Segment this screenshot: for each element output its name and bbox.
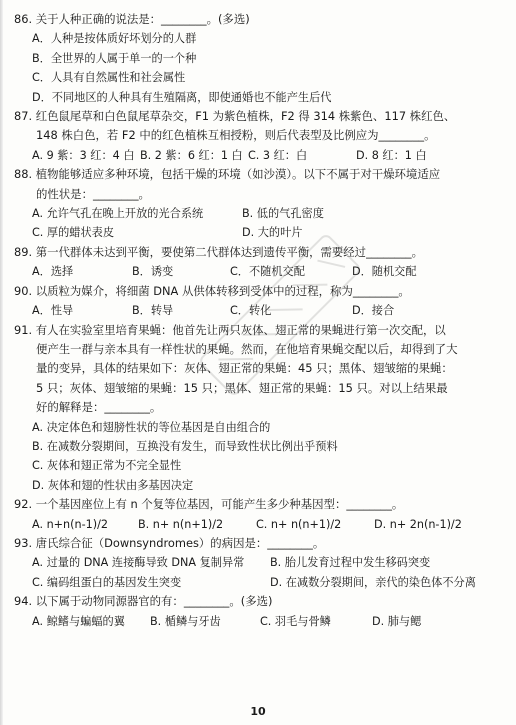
question-92 [14,495,502,534]
question-87 [14,107,502,165]
question-stem-continued: 5 只；灰体、翅皱缩的果蝇：15 只；黑体、翅正常的果蝇：15 只。对以上结果最 [36,380,448,395]
question-93 [14,534,502,592]
page-edge-shadow [0,0,3,725]
option-d: D. 在减数分裂期间，亲代的染色体不分离 [270,575,476,589]
question-stem: 94. 以下属于动物同源器官的有：________。(多选) [14,594,273,609]
options-row [14,573,502,592]
options-row [14,204,502,223]
option-d: D. 灰体和翅的性状由多基因决定 [32,478,194,492]
option-c: C. 厚的蜡状表皮 [32,226,115,240]
option-b: B．诱变 [132,265,174,279]
options-row [14,223,502,242]
option-c: C．人具有自然属性和社会属性 [32,71,186,85]
option-d: D. 肺与鳃 [372,614,422,628]
question-stem: 90. 以质粒为媒介，将细菌 DNA 从供体转移到受体中的过程，称为________。 [14,283,410,298]
question-stem-continued: 好的解释是：________。 [36,400,162,415]
option-d: D. 大的叶片 [242,226,303,240]
option-b: B. 在减数分裂期间，互换没有发生，而导致性状比例出乎预料 [32,439,338,453]
option-a: A. 9 紫：3 红：4 白 [32,148,135,162]
option-a: A. 过量的 DNA 连接酶导致 DNA 复制异常 [32,556,245,570]
options-row [14,262,502,281]
option-c: C．转化 [230,304,272,318]
option-c: C. 3 红：白 [248,148,308,162]
options-row [14,515,502,534]
option-d: D. 8 红：1 白 [356,148,427,162]
question-stem-continued: 量的变异，具体的结果如下：灰体、翅正常的果蝇：45 只；黑体、翅皱缩的果蝇： [36,361,453,376]
option-a: A. n+n(n-1)/2 [32,517,108,531]
option-b: B．转导 [132,304,174,318]
option-d: D. n+ 2n(n-1)/2 [374,517,462,531]
option-a: A. 鲸鳍与蝙蝠的翼 [32,614,125,628]
options-row [14,612,502,631]
option-c: C. 编码组蛋白的基因发生突变 [32,575,182,589]
options-row [14,146,502,165]
option-c: C. 灰体和翅正常为不完全显性 [32,459,182,473]
question-stem-continued: 便产生一群与亲本具有一样性状的果蝇。然而，在他培育果蝇交配以后，却得到了大 [36,341,458,356]
option-d: D．接合 [352,304,395,318]
option-b: B．全世界的人属于单一的一个种 [32,51,197,65]
option-b: B. 胎儿发育过程中发生移码突变 [270,556,431,570]
options-row [14,301,502,320]
option-d: D．随机交配 [352,265,417,279]
option-a: A．性导 [32,304,74,318]
question-89 [14,243,502,282]
question-88 [14,165,502,243]
question-stem: 92. 一个基因座位上有 n 个复等位基因，可能产生多少种基因型：________。 [14,497,404,512]
question-stem: 87. 红色鼠尾草和白色鼠尾草杂交，F1 为紫色植株，F2 得 314 株紫色、117 株红色、 [14,109,456,124]
question-stem-continued: 的性状是：________。 [36,186,150,201]
option-a: A. 允许气孔在晚上开放的光合系统 [32,207,204,221]
option-b: B. 低的气孔密度 [242,207,324,221]
option-b: B. n+ n(n+1)/2 [138,517,224,531]
option-a: A. 决定体色和翅膀性状的等位基因是自由组合的 [32,420,271,434]
question-stem: 86. 关于人种正确的说法是：________。(多选) [14,12,250,26]
question-stem: 91. 有人在实验室里培育果蝇：他首先让两只灰体、翅正常的果蝇进行第一次交配，以 [14,322,446,337]
option-c: C. 羽毛与骨鳞 [260,614,331,628]
question-stem: 89. 第一代群体未达到平衡，要使第二代群体达到遗传平衡，需要经过________。 [14,244,424,259]
option-c: C. n+ n(n+1)/2 [256,517,342,531]
option-d: D．不同地区的人种具有生殖隔离，即使通婚也不能产生后代 [32,90,332,104]
option-a: A．人种是按体质好坏划分的人群 [32,32,197,46]
option-b: B. 2 紫：6 红：1 白 [140,148,243,162]
question-stem: 93. 唐氏综合征（Downsyndromes）的病因是：________。 [14,535,325,550]
question-stem-continued: 148 株白色，若 F2 中的红色植株互相授粉，则后代表型及比例应为________。 [36,128,436,143]
options-row [14,553,502,572]
option-c: C．不随机交配 [230,265,305,279]
page-number: 10 [250,705,266,718]
option-b: B. 楯鳞与牙齿 [150,614,221,628]
question-stem: 88. 植物能够适应多种环境，包括干燥的环境（如沙漠）。以下不属于对干燥环境适应 [14,167,441,182]
question-94 [14,592,502,631]
question-90 [14,282,502,321]
question-91 [14,321,502,496]
question-86 [14,10,502,107]
option-a: A．选择 [32,265,74,279]
